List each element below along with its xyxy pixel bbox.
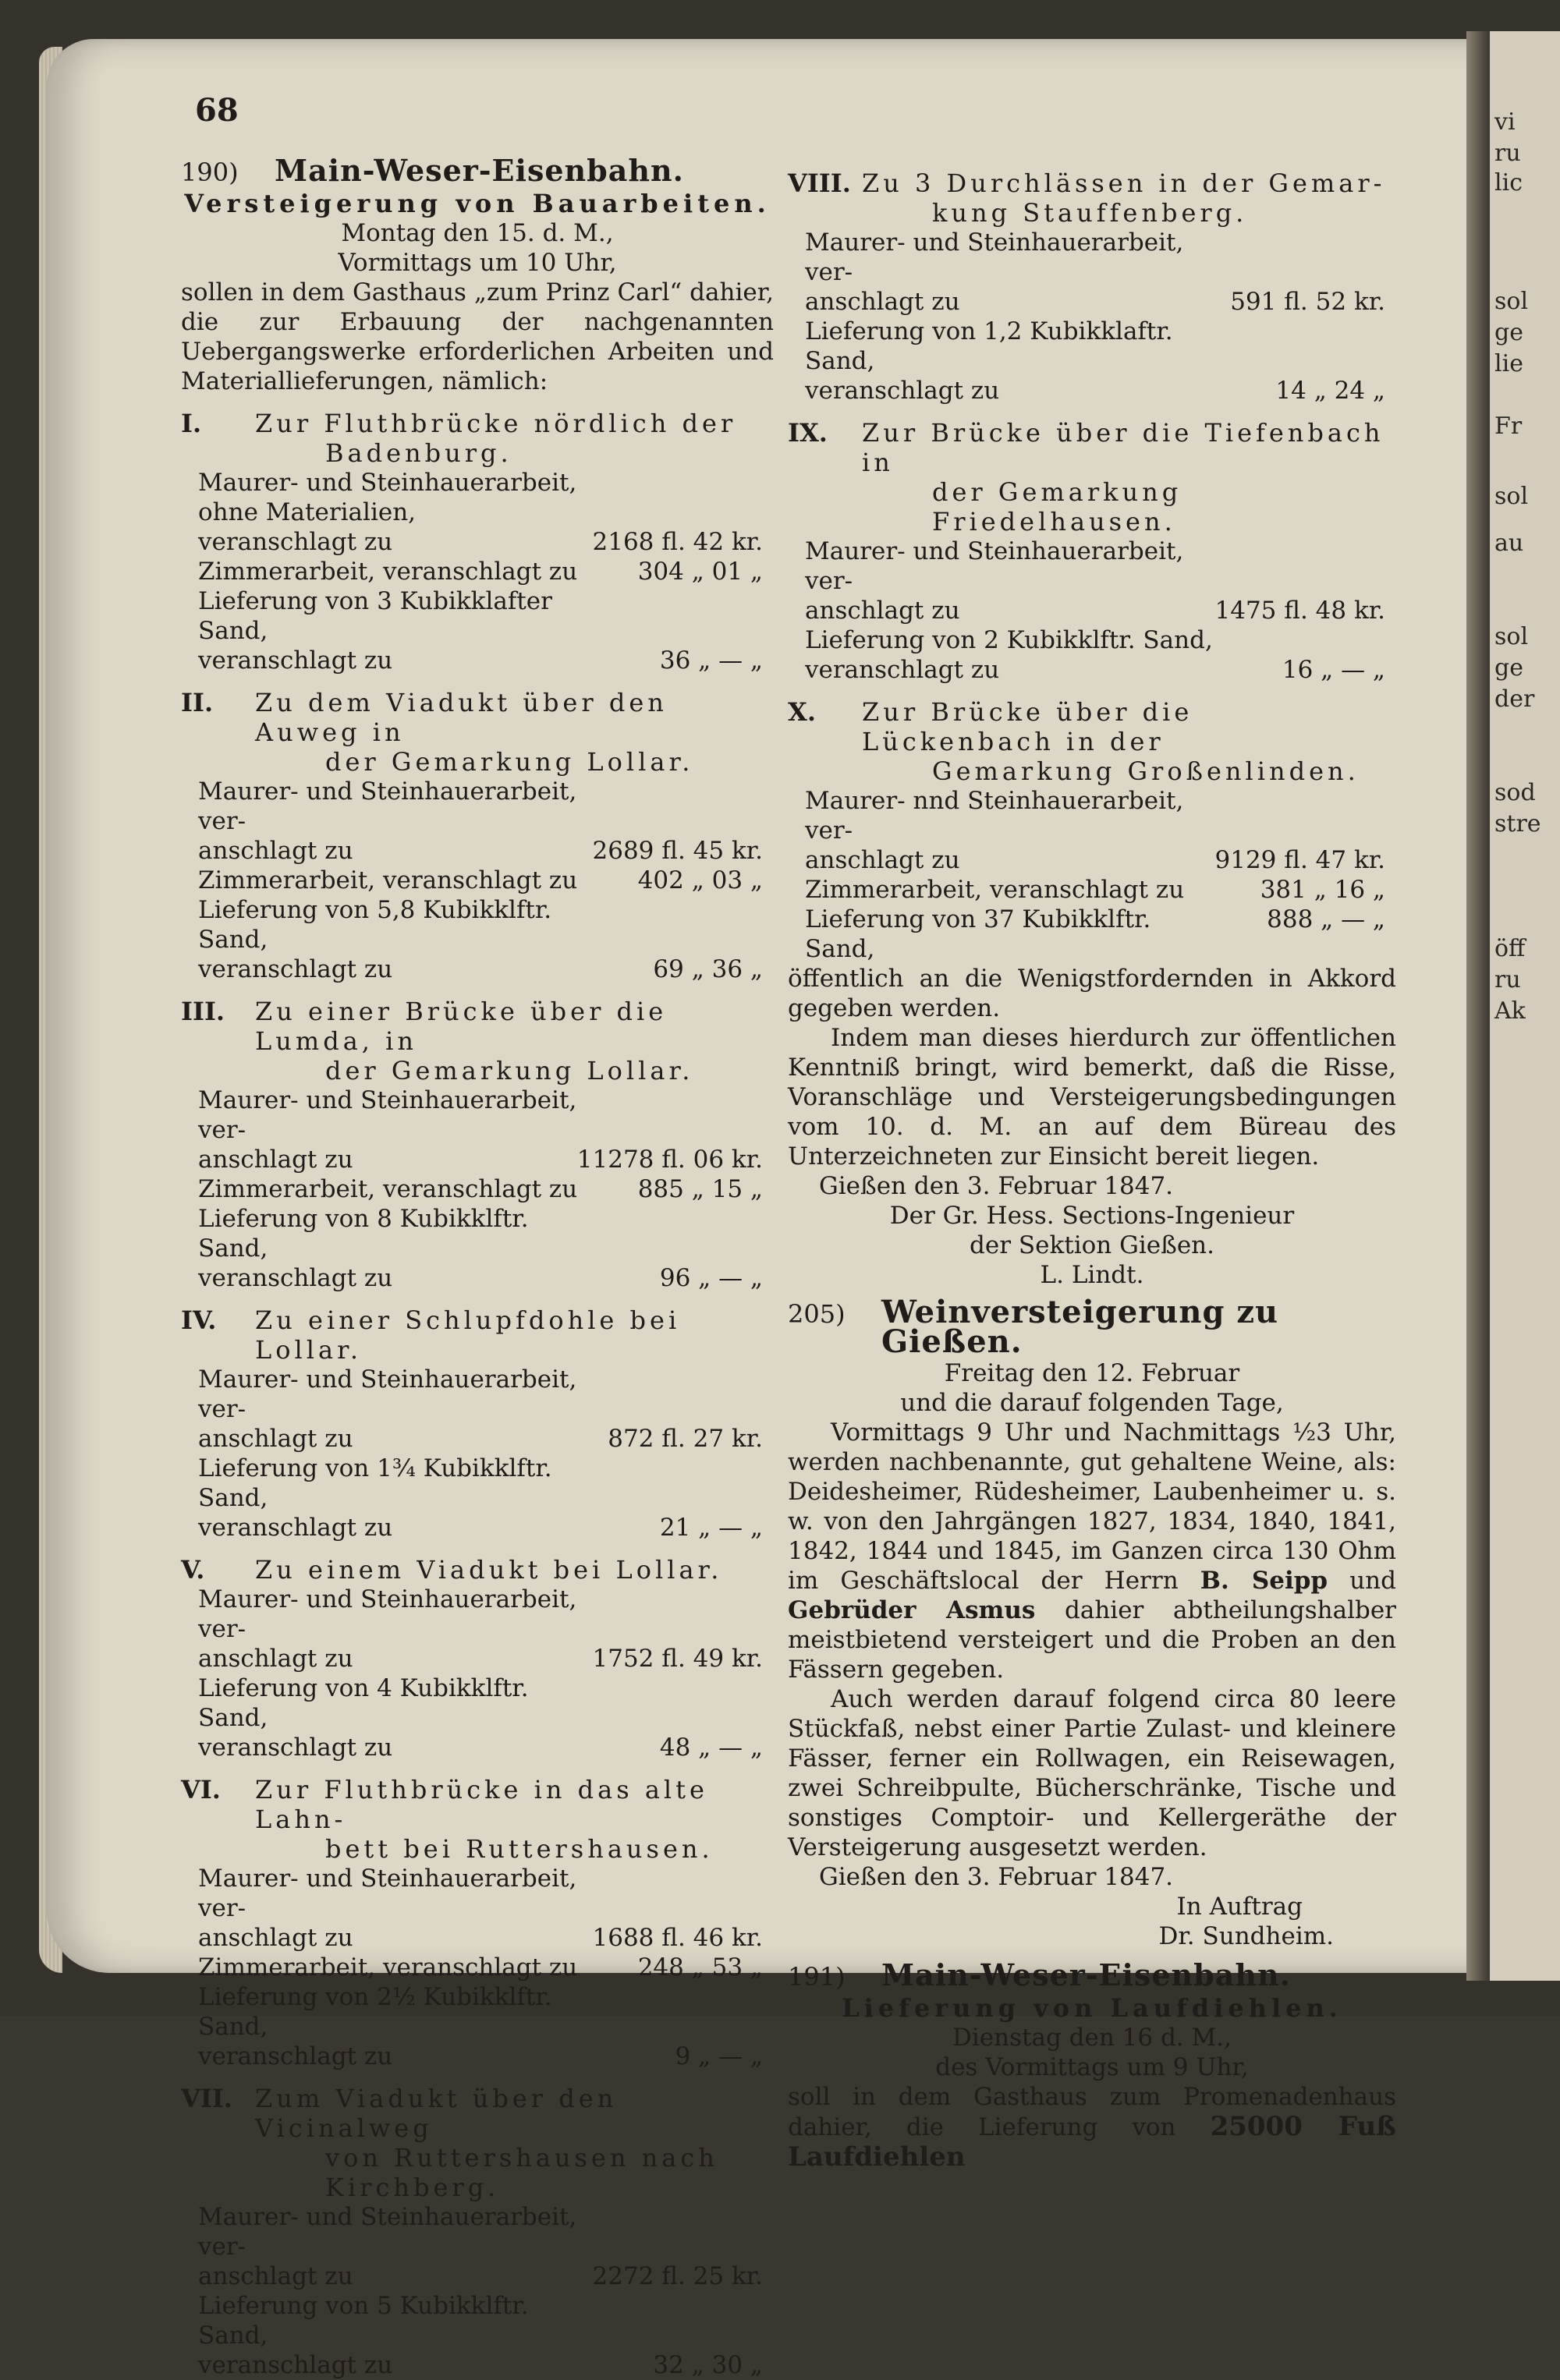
section-heading [181,997,774,1086]
body-text: und [1349,1567,1396,1595]
cost-amount [591,1585,763,1644]
cost-description: Maurer- nnd Steinhauerarbeit, ver- [805,787,1184,845]
cost-amount: 591 fl. 52 kr. [1230,288,1385,316]
section-title [255,2084,774,2202]
section-i [181,409,774,675]
cost-line [181,1953,774,1982]
cost-description: Zimmerarbeit, veranschlagt zu [198,866,578,894]
ad-190-closing: öffentlich an die Wenigstfordernden in Akkord gegeben werden. [788,965,1396,1022]
cost-amount [591,895,763,954]
cost-description: Maurer- und Steinhauerarbeit, ver- [198,1086,577,1144]
cost-amount [591,1673,763,1733]
ad-date: Freitag den 12. Februar [944,1359,1240,1387]
cost-line [181,777,774,836]
section-heading [181,1775,774,1864]
section-title-line: Zu 3 Durchlässen in der Gemar- [862,168,1386,198]
next-page-fragment: sol [1494,288,1529,315]
next-page-strip [1490,31,1560,1981]
section-number: VII. [181,2084,232,2113]
next-page-fragment: sol [1494,623,1529,650]
next-page-fragment: lie [1494,350,1523,377]
cost-line [181,1673,774,1733]
cost-line [788,376,1396,406]
cost-amount: 885 „ 15 „ [637,1175,763,1203]
cost-line [181,1145,774,1174]
ad-191-header [788,1957,1396,1992]
cost-line [181,1454,774,1513]
section-x [788,697,1396,964]
cost-line [788,625,1396,655]
cost-amount: 304 „ 01 „ [637,558,763,586]
cost-amount [591,1086,763,1145]
cost-amount: 1688 fl. 46 kr. [592,1924,763,1952]
ad-time: Vormittags um 10 Uhr, [338,249,617,277]
ad-title: Main-Weser-Eisenbahn. [275,153,684,188]
section-title-line: Zur Brücke über die Tiefenbach in [862,418,1384,477]
ad-title: Weinversteigerung zu Gießen. [881,1294,1279,1360]
cost-amount: 2168 fl. 42 kr. [592,528,763,556]
cost-line [181,2042,774,2071]
next-page-fragment: sol [1494,483,1529,510]
cost-amount: 9 „ — „ [675,2042,763,2070]
cost-amount: 14 „ 24 „ [1275,377,1385,405]
ad-190-signature-title: Der Gr. Hess. Sections-Ingenieur [889,1202,1295,1230]
cost-amount: 402 „ 03 „ [637,866,763,894]
cost-description: veranschlagt zu [198,1264,393,1292]
ad-205-signature-line1: In Auftrag [1176,1893,1303,1921]
cost-description: Lieferung von 37 Kubikklftr. Sand, [805,905,1151,963]
section-title [255,409,774,468]
section-title [255,997,774,1086]
cost-line [788,228,1396,287]
cost-description: veranschlagt zu [805,377,1000,405]
ad-205-header [788,1294,1396,1360]
section-title-line: von Ruttershausen nach Kirchberg. [325,2143,718,2202]
section-title-line: Zu einer Schlupfdohle bei Lollar. [255,1305,681,1365]
section-number: II. [181,688,214,717]
cost-description: Lieferung von 8 Kubikklftr. Sand, [198,1205,529,1263]
cost-amount [591,1454,763,1513]
ad-title: Main-Weser-Eisenbahn. [881,1957,1291,1992]
cost-line [181,1585,774,1644]
cost-line [181,557,774,586]
merchant-name: Gebrüder Asmus [788,1596,1036,1624]
cost-description: Lieferung von 1,2 Kubikklaftr. Sand, [805,317,1173,375]
cost-line [181,954,774,984]
cost-line [181,1174,774,1204]
cost-description: Maurer- und Steinhauerarbeit, ver- [198,777,577,835]
ad-number: 191) [788,1962,846,1992]
body-text: Vormittags 9 Uhr und Nachmittags ½3 Uhr, werden nachbenannte, gut gehaltene Weine, als: Deidesheimer, Rüdesheimer, Laubenheimer u. s. w. von den Jahrgängen 1827, 1834, 1840, 1841, 1842, 1844 und 1845, im Ganzen circa 130 Ohm im Geschäftslocal der Herrn [788,1418,1396,1595]
cost-line [181,1365,774,1424]
cost-line [181,468,774,527]
section-viii [788,168,1396,406]
cost-line [181,1424,774,1454]
ad-date-continued: und die darauf folgenden Tage, [900,1389,1284,1417]
ad-subtitle: Versteigerung von Bauarbeiten. [184,189,771,218]
section-title-line: Zu einer Brücke über die Lumda, in [255,997,668,1056]
section-title-line: kung Stauffenberg. [932,198,1248,228]
cost-line [181,527,774,557]
cost-line [181,1923,774,1953]
cost-description: anschlagt zu [198,1146,353,1174]
section-heading [788,168,1396,228]
right-sections [788,168,1396,964]
next-page-fragment: ru [1494,140,1521,167]
cost-description: veranschlagt zu [198,955,393,983]
cost-amount: 248 „ 53 „ [637,1953,763,1982]
cost-line [788,655,1396,685]
section-title [862,168,1396,228]
cost-amount [591,1864,763,1923]
cost-line [181,2350,774,2380]
cost-description: Maurer- und Steinhauerarbeit, ver- [805,537,1184,595]
cost-description: Maurer- und Steinhauerarbeit, ver- [198,1585,577,1643]
cost-line [788,875,1396,905]
cost-description: Lieferung von 4 Kubikklftr. Sand, [198,1674,529,1732]
cost-description: anschlagt zu [198,1645,353,1673]
cost-amount: 69 „ 36 „ [653,955,763,983]
section-number: V. [181,1555,205,1585]
section-title-line: bett bei Ruttershausen. [325,1834,714,1864]
cost-line [181,1733,774,1762]
cost-amount: 36 „ — „ [659,646,763,675]
section-title-line: der Gemarkung Lollar. [325,1056,694,1086]
merchant-name: B. Seipp [1200,1567,1328,1595]
cost-description: Maurer- und Steinhauerarbeit, ver- [198,2203,577,2261]
cost-description: Lieferung von 1¾ Kubikklftr. Sand, [198,1454,552,1512]
ad-190-notice: Indem man dieses hierdurch zur öffentlichen Kenntniß bringt, wird bemerkt, daß die Risse, Voranschläge und Versteigerungsbedingungen vom 10. d. M. an auf dem Büreau des Unterzeichneten zur Einsicht bereit liegen. [788,1024,1396,1171]
cost-description: Lieferung von 2 Kubikklftr. Sand, [805,626,1213,654]
section-heading [181,688,774,777]
cost-description: veranschlagt zu [198,2042,393,2070]
cost-amount [591,468,763,527]
cost-description: Maurer- und Steinhauerarbeit, ver- [198,1365,577,1423]
ad-190-place-date: Gießen den 3. Februar 1847. [819,1172,1174,1200]
cost-line [181,1644,774,1673]
section-title-line: Zum Viadukt über den Vicinalweg [255,2084,618,2143]
cost-amount: 32 „ 30 „ [653,2351,763,2379]
section-title [862,418,1396,537]
ad-date: Montag den 15. d. M., [341,219,614,247]
cost-description: veranschlagt zu [198,2351,393,2379]
cost-description: Zimmerarbeit, veranschlagt zu [198,558,578,586]
page-number: 68 [195,92,239,129]
cost-line [181,1204,774,1263]
bold-quantity: 25000 Fuß Laufdiehlen [788,2111,1397,2173]
cost-description: Maurer- und Steinhauerarbeit, ver- [198,1865,577,1922]
section-number: III. [181,997,225,1026]
cost-line [788,786,1396,845]
section-title [255,688,774,777]
ad-time: des Vormittags um 9 Uhr, [935,2053,1249,2081]
section-number: IX. [788,418,828,448]
cost-line [181,836,774,866]
ad-205-signature-line2: Dr. Sundheim. [1158,1922,1334,1950]
section-v [181,1555,774,1762]
cost-amount: 9129 fl. 47 kr. [1214,846,1385,874]
cost-amount: 48 „ — „ [659,1734,763,1762]
body-text: soll in dem Gasthaus zum Promenadenhaus dahier, die Lieferung von [788,2083,1396,2141]
ad-191-body [788,2082,1396,2173]
ad-date: Dienstag den 16 d. M., [952,2024,1232,2052]
cost-amount [591,1365,763,1424]
cost-line [181,1086,774,1145]
cost-line [181,2261,774,2291]
next-page-fragment: ru [1494,966,1521,993]
cost-line [181,895,774,954]
cost-line [181,586,774,646]
section-vii [181,2084,774,2380]
cost-amount [591,586,763,646]
section-title [255,1305,774,1365]
next-page-fragment: stre [1494,810,1541,838]
right-column [788,156,1396,2173]
cost-line [788,317,1396,376]
section-number: IV. [181,1305,217,1335]
section-title [255,1555,774,1585]
cost-amount: 2272 fl. 25 kr. [592,2262,763,2290]
section-iv [181,1305,774,1542]
section-title-line: Zu dem Viadukt über den Auweg in [255,688,668,747]
cost-line [181,866,774,895]
cost-amount: 872 fl. 27 kr. [608,1425,763,1453]
next-page-fragment: der [1494,685,1535,713]
next-page-fragment: ge [1494,654,1523,682]
cost-line [181,1513,774,1542]
cost-amount: 16 „ — „ [1282,656,1385,684]
left-sections [181,409,774,2380]
cost-description: Maurer- und Steinhauerarbeit, ohne Materialien, [198,469,577,526]
section-heading [788,697,1396,786]
next-page-fragment: Ak [1494,997,1526,1025]
cost-amount: 1475 fl. 48 kr. [1214,597,1385,625]
ad-205-body-second: Auch werden darauf folgend circa 80 leere Stückfaß, nebst einer Partie Zulast- und kleinere Fässer, ferner ein Rollwagen, ein Reisewagen, zwei Schreibpulte, Bücherschränke, Tische und sonstiges Comptoir- und Kellergeräthe der Versteigerung ausgesetzt werden. [788,1685,1396,1861]
cost-amount: 11278 fl. 06 kr. [576,1146,763,1174]
cost-description: anschlagt zu [805,288,960,316]
cost-amount: 2689 fl. 45 kr. [592,837,763,865]
body-text: dahier abtheilungshalber meistbietend versteigert und die Proben an den Fässern gegeben. [788,1596,1396,1684]
cost-amount [591,1982,763,2042]
cost-line [181,1263,774,1293]
section-title-line: Zu einem Viadukt bei Lollar. [255,1555,723,1585]
cost-description: anschlagt zu [805,597,960,625]
cost-description: Lieferung von 5 Kubikklftr. Sand, [198,2292,529,2350]
cost-description: anschlagt zu [198,837,353,865]
cost-description: anschlagt zu [805,846,960,874]
next-page-fragment: vi [1494,108,1516,136]
book-gutter [1466,31,1490,1981]
cost-amount [1214,537,1385,596]
cost-description: anschlagt zu [198,1924,353,1952]
section-heading [181,1555,774,1585]
cost-amount [591,2202,763,2261]
cost-description: Zimmerarbeit, veranschlagt zu [198,1953,578,1982]
section-title-line: der Gemarkung Friedelhausen. [932,477,1182,537]
cost-description: anschlagt zu [198,1425,353,1453]
cost-line [181,1982,774,2042]
cost-description: Lieferung von 3 Kubikklafter Sand, [198,587,552,645]
cost-amount [1214,625,1385,655]
next-page-fragment: lic [1494,169,1523,197]
cost-line [181,2291,774,2350]
ad-205-body [788,1418,1396,1684]
section-heading [181,1305,774,1365]
next-page-fragment: sod [1494,779,1536,806]
cost-line [181,2202,774,2261]
ad-number: 205) [788,1299,846,1329]
cost-line [788,905,1396,964]
cost-description: Lieferung von 2½ Kubikklftr. Sand, [198,1983,552,2041]
section-title [255,1775,774,1864]
section-vi [181,1775,774,2071]
section-heading [788,418,1396,537]
ad-205-place-date: Gießen den 3. Februar 1847. [819,1863,1174,1891]
cost-description: veranschlagt zu [198,646,393,675]
next-page-fragment: au [1494,529,1524,557]
cost-amount [1214,317,1385,376]
next-page-fragment: öff [1494,935,1526,962]
section-number: VIII. [788,168,851,198]
cost-line [788,596,1396,625]
cost-amount [591,777,763,836]
section-title-line: Zur Fluthbrücke nördlich der [255,409,737,438]
section-ix [788,418,1396,685]
cost-description: Zimmerarbeit, veranschlagt zu [198,1175,578,1203]
cost-description: veranschlagt zu [198,528,393,556]
cost-amount: 96 „ — „ [659,1264,763,1292]
cost-description: Maurer- und Steinhauerarbeit, ver- [805,228,1184,286]
cost-description: anschlagt zu [198,2262,353,2290]
section-number: VI. [181,1775,221,1804]
section-title-line: Zur Brücke über die Lückenbach in der [862,697,1193,756]
cost-amount [591,2291,763,2350]
cost-description: Zimmerarbeit, veranschlagt zu [805,876,1185,904]
section-title [862,697,1396,786]
cost-amount: 21 „ — „ [659,1514,763,1542]
ad-number: 190) [181,158,239,187]
ad-190-signature-name: L. Lindt. [1040,1261,1144,1289]
cost-line [181,1864,774,1923]
cost-amount [1214,228,1385,287]
cost-line [788,537,1396,596]
cost-description: veranschlagt zu [805,656,1000,684]
section-heading [181,2084,774,2202]
ad-190-signature-section: der Sektion Gießen. [970,1231,1214,1259]
cost-description: Lieferung von 5,8 Kubikklftr. Sand, [198,896,552,954]
left-column [181,153,774,2380]
section-number: I. [181,409,202,438]
cost-amount: 888 „ — „ [1267,905,1385,933]
ad-subtitle: Lieferung von Laufdiehlen. [842,1993,1342,2023]
cost-amount: 381 „ 16 „ [1260,876,1385,904]
cost-description: veranschlagt zu [198,1514,393,1542]
cost-amount: 1752 fl. 49 kr. [592,1645,763,1673]
section-heading [181,409,774,468]
section-iii [181,997,774,1293]
next-page-fragment: ge [1494,319,1523,346]
ad-190-header [181,153,774,188]
section-number: X. [788,697,816,727]
next-page-fragment: Fr [1494,413,1523,440]
cost-amount [1214,786,1385,845]
ad-intro: sollen in dem Gasthaus „zum Prinz Carl“ dahier, die zur Erbauung der nachgenannten Uebergangswerke erforderlichen Arbeiten und Materiallieferungen, nämlich: [181,278,774,395]
cost-description: veranschlagt zu [198,1734,393,1762]
section-title-line: Gemarkung Großenlinden. [932,756,1360,786]
cost-line [181,646,774,675]
cost-line [788,845,1396,875]
section-title-line: Zur Fluthbrücke in das alte Lahn- [255,1775,708,1834]
section-title-line: der Gemarkung Lollar. [325,747,694,777]
cost-line [788,287,1396,317]
section-title-line: Badenburg. [325,438,512,468]
section-ii [181,688,774,984]
cost-amount [591,1204,763,1263]
